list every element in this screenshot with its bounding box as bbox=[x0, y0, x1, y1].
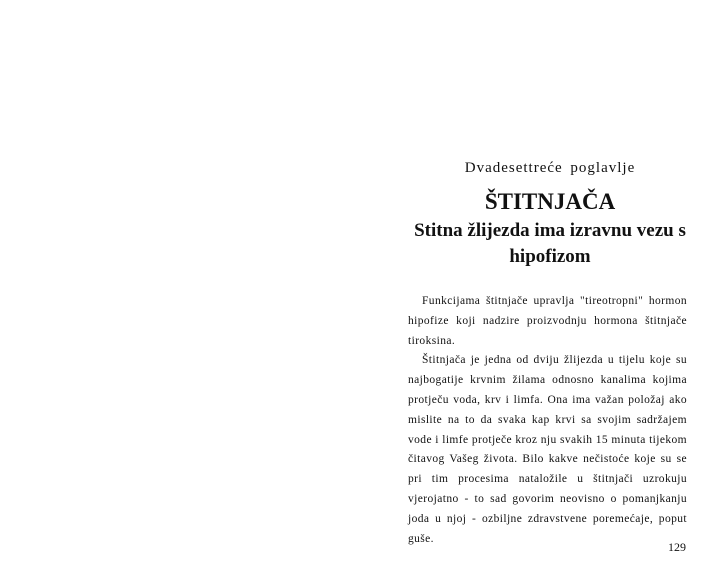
body-text bbox=[408, 292, 687, 549]
chapter-subtitle: Stitna žlijezda ima izravnu vezu s hipofizom bbox=[414, 220, 686, 267]
paragraph: Funkcijama štitnjače upravlja "tireotropni" hormon hipofize koji nadzire proizvodnju hormona štitnjače tiroksina. bbox=[408, 295, 687, 347]
paragraph: Štitnjača je jedna od dviju žlijezda u tijelu koje su najbogatije krvnim žilama odnosno kanalima kojima protječu voda, krv i limfa. Ona ima važan položaj ako mislite na to da svaka kap krvi sa svojim sadržajem vode i limfe protječe kroz nju svakih 15 minuta tijekom čitavog Vašeg života. Bilo kakve nečistoće koje su se pri tim procesima nataložile u štitnjači uzrokuju vjerojatno - to sad govorim neovisno o pomanjkanju joda u njoj - ozbiljne zdravstvene poremećaje, poput guše. bbox=[408, 354, 687, 545]
chapter-title: ŠTITNJAČA bbox=[484, 189, 616, 214]
page-number: 129 bbox=[668, 540, 686, 554]
chapter-label: Dvadesettreće poglavlje bbox=[464, 160, 636, 176]
